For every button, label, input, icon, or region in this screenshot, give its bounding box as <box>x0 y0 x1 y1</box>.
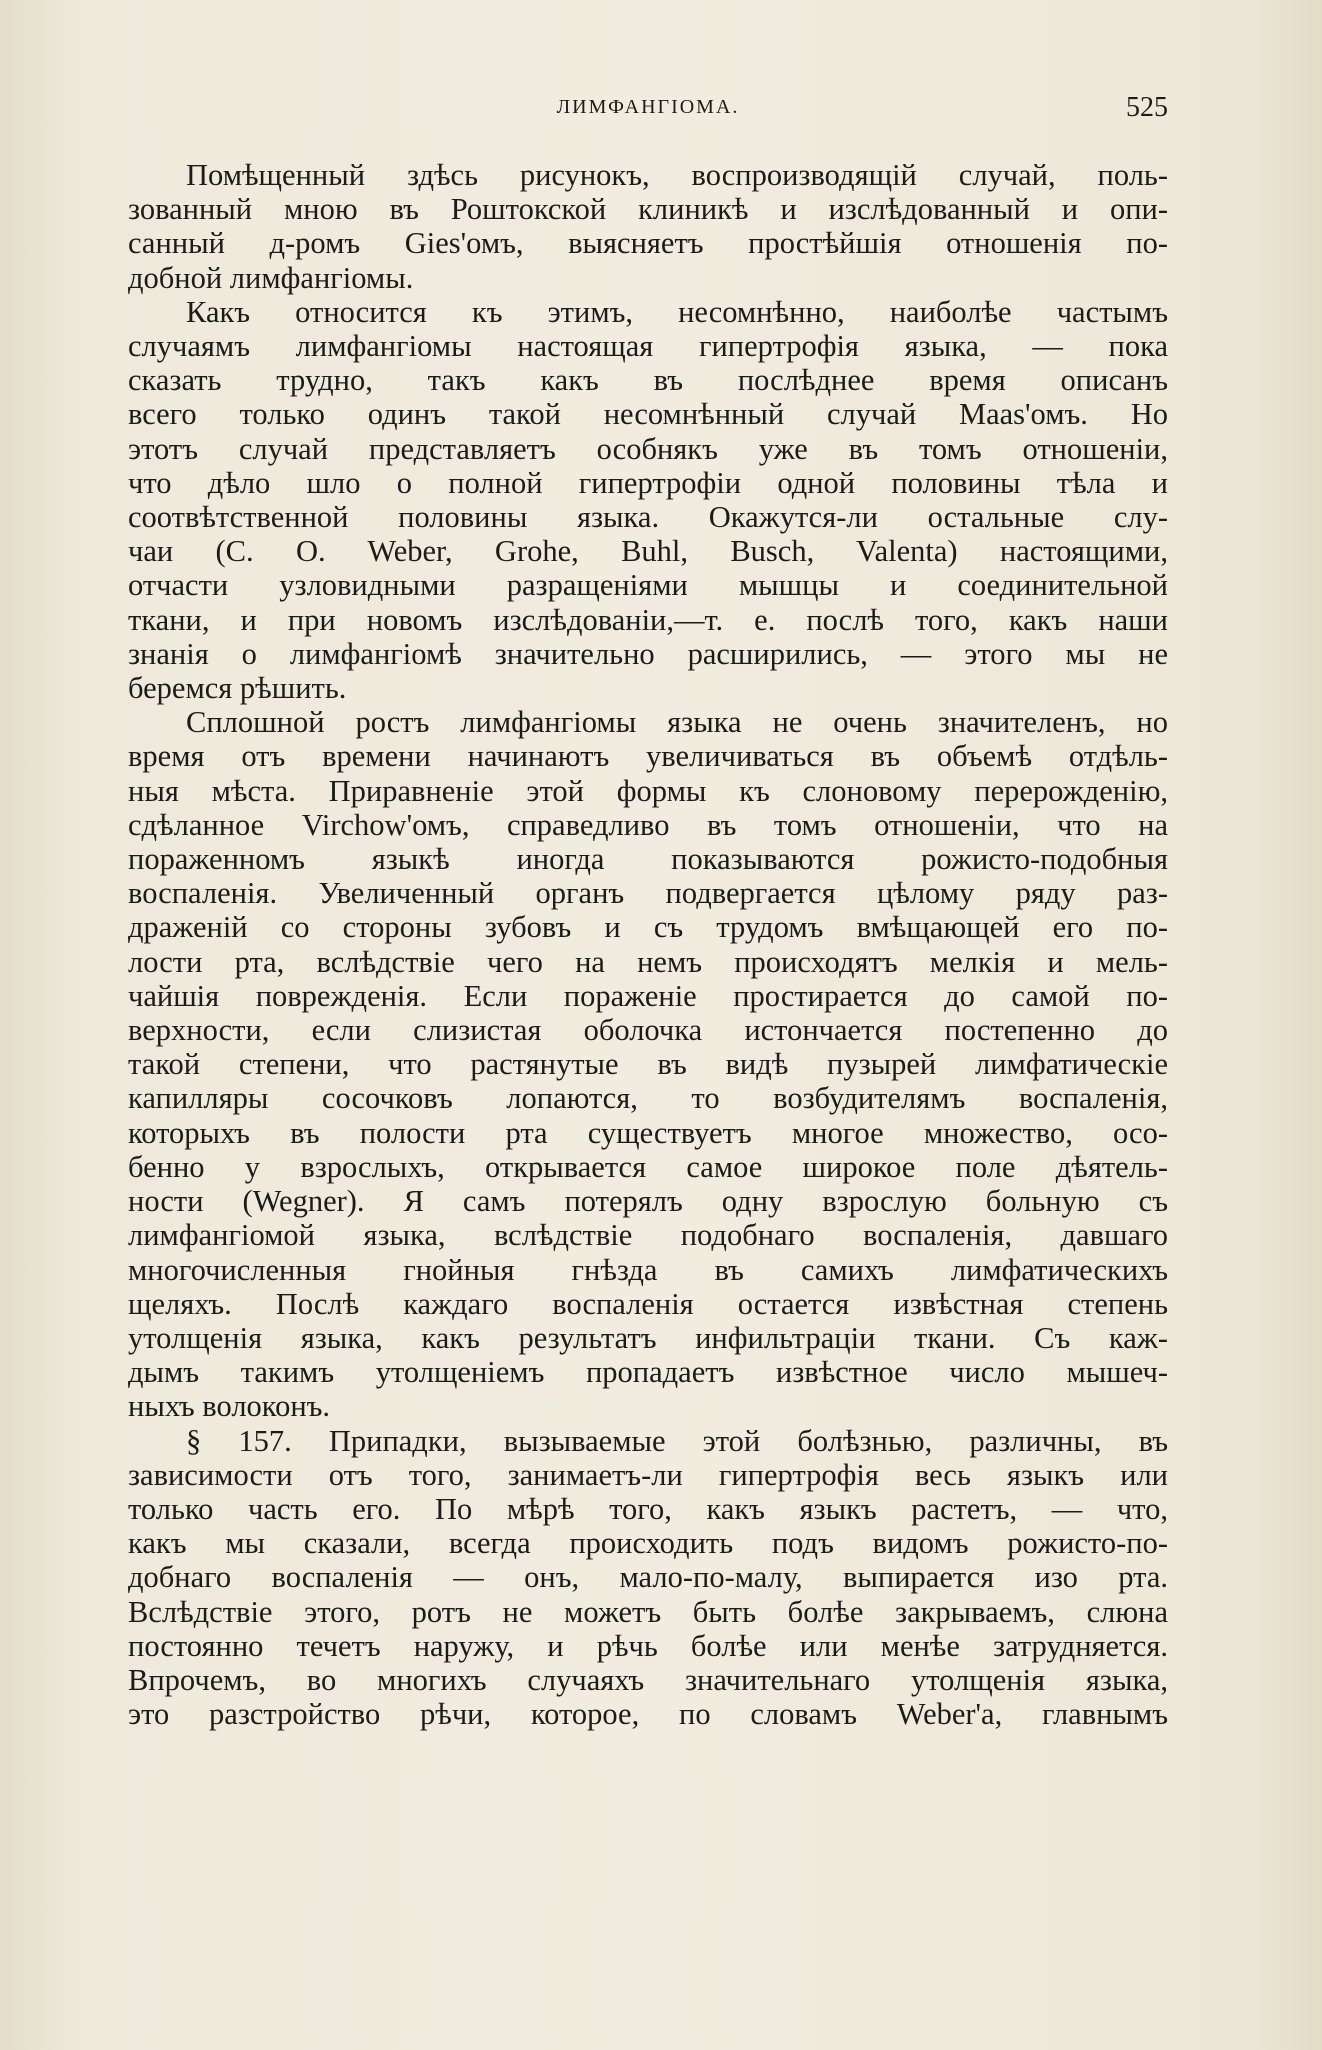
text-line: лимфангіомой языка, вслѣдствіе подобнаго воспаленія, давшаго <box>128 1218 1168 1253</box>
paragraph <box>128 705 1168 1423</box>
text-line: это разстройство рѣчи, которое, по словамъ Weber'а, главнымъ <box>128 1697 1168 1732</box>
text-line: санный д-ромъ Gies'омъ, выясняетъ простѣйшія отношенія по- <box>128 226 1168 261</box>
text-line: добной лимфангіомы. <box>128 260 414 295</box>
text-line: Впрочемъ, во многихъ случаяхъ значительнаго утолщенія языка, <box>128 1662 1168 1697</box>
text-line: капилляры сосочковъ лопаются, то возбудителямъ воспаленія, <box>128 1081 1168 1116</box>
text-line: щеляхъ. Послѣ каждаго воспаленія остается извѣстная степень <box>128 1286 1168 1321</box>
text-line: Сплошной ростъ лимфангіомы языка не очень значителенъ, но <box>186 705 1168 740</box>
text-line: Какъ относится къ этимъ, несомнѣнно, наиболѣе частымъ <box>186 294 1168 329</box>
text-line: случаямъ лимфангіомы настоящая гипертрофія языка, — пока <box>128 329 1168 364</box>
page-header <box>128 92 1168 130</box>
text-line: такой степени, что растянутые въ видѣ пузырей лимфатическіе <box>128 1047 1168 1082</box>
text-line: сказать трудно, такъ какъ въ послѣднее время описанъ <box>128 363 1168 398</box>
text-line: отчасти узловидными разращеніями мышцы и соединительной <box>128 568 1168 603</box>
text-line: зависимости отъ того, занимаетъ-ли гипертрофія весь языкъ или <box>128 1457 1168 1492</box>
text-line: что дѣло шло о полной гипертрофіи одной половины тѣла и <box>128 465 1168 500</box>
text-line: Помѣщенный здѣсь рисунокъ, воспроизводящій случай, поль- <box>186 158 1168 192</box>
body-text <box>128 158 1168 1731</box>
page-number: 525 <box>1126 92 1168 123</box>
text-line: утолщенія языка, какъ результатъ инфильтраціи ткани. Съ каж- <box>128 1320 1168 1355</box>
text-line: многочисленныя гнойныя гнѣзда въ самихъ лимфатическихъ <box>128 1252 1168 1287</box>
text-line: ныхъ волоконъ. <box>128 1389 331 1424</box>
text-line: драженій со стороны зубовъ и съ трудомъ вмѣщающей его по- <box>128 910 1168 945</box>
text-line: пораженномъ языкѣ иногда показываются рожисто-подобныя <box>128 842 1168 877</box>
text-line: ныя мѣста. Приравненіе этой формы къ слоновому перерожденію, <box>128 773 1168 808</box>
text-line: бенно у взрослыхъ, открывается самое широкое поле дѣятель- <box>128 1149 1168 1184</box>
text-line: воспаленія. Увеличенный органъ подвергается цѣлому ряду раз- <box>128 876 1168 911</box>
paragraph <box>128 1424 1168 1732</box>
text-line: время отъ времени начинаютъ увеличиваться въ объемѣ отдѣль- <box>128 739 1168 774</box>
text-line: лости рта, вслѣдствіе чего на немъ происходятъ мелкія и мель- <box>128 944 1168 979</box>
text-line: беремся рѣшить. <box>128 671 347 706</box>
paragraph <box>128 158 1168 295</box>
text-line: чаи (C. O. Weber, Grohe, Buhl, Busch, Valenta) настоящими, <box>128 534 1168 569</box>
text-line: ности (Wegner). Я самъ потерялъ одну взрослую больную съ <box>128 1184 1168 1219</box>
text-line: всего только одинъ такой несомнѣнный случай Maas'омъ. Но <box>128 397 1168 432</box>
paragraph <box>128 295 1168 705</box>
running-title: ЛИМФАНГІОМА. <box>556 96 740 118</box>
text-line: чайшія поврежденія. Если пораженіе простирается до самой по- <box>128 978 1168 1013</box>
text-line: постоянно течетъ наружу, и рѣчь болѣе или менѣе затрудняется. <box>128 1628 1168 1663</box>
text-line: соотвѣтственной половины языка. Окажутся-ли остальные слу- <box>128 500 1168 535</box>
text-line: сдѣланное Virchow'омъ, справедливо въ томъ отношеніи, что на <box>128 807 1168 842</box>
text-line: какъ мы сказали, всегда происходить подъ видомъ рожисто-по- <box>128 1526 1168 1561</box>
text-line: верхности, если слизистая оболочка истончается постепенно до <box>128 1013 1168 1048</box>
text-line: ткани, и при новомъ изслѣдованіи,—т. е. послѣ того, какъ наши <box>128 602 1168 637</box>
text-line: дымъ такимъ утолщеніемъ пропадаетъ извѣстное число мышеч- <box>128 1355 1168 1390</box>
text-line: Вслѣдствіе этого, ротъ не можетъ быть болѣе закрываемъ, слюна <box>128 1594 1168 1629</box>
text-line: знанія о лимфангіомѣ значительно расширились, — этого мы не <box>128 636 1168 671</box>
text-line: зованный мною въ Роштокской клиникѣ и изслѣдованный и опи- <box>128 192 1168 227</box>
text-line: § 157. Припадки, вызываемые этой болѣзнью, различны, въ <box>186 1423 1168 1458</box>
text-line: которыхъ въ полости рта существуетъ многое множество, осо- <box>128 1115 1168 1150</box>
text-line: добнаго воспаленія — онъ, мало-по-малу, выпирается изо рта. <box>128 1560 1168 1595</box>
text-line: только часть его. По мѣрѣ того, какъ языкъ растетъ, — что, <box>128 1491 1168 1526</box>
text-line: этотъ случай представляетъ особнякъ уже въ томъ отношеніи, <box>128 431 1168 466</box>
